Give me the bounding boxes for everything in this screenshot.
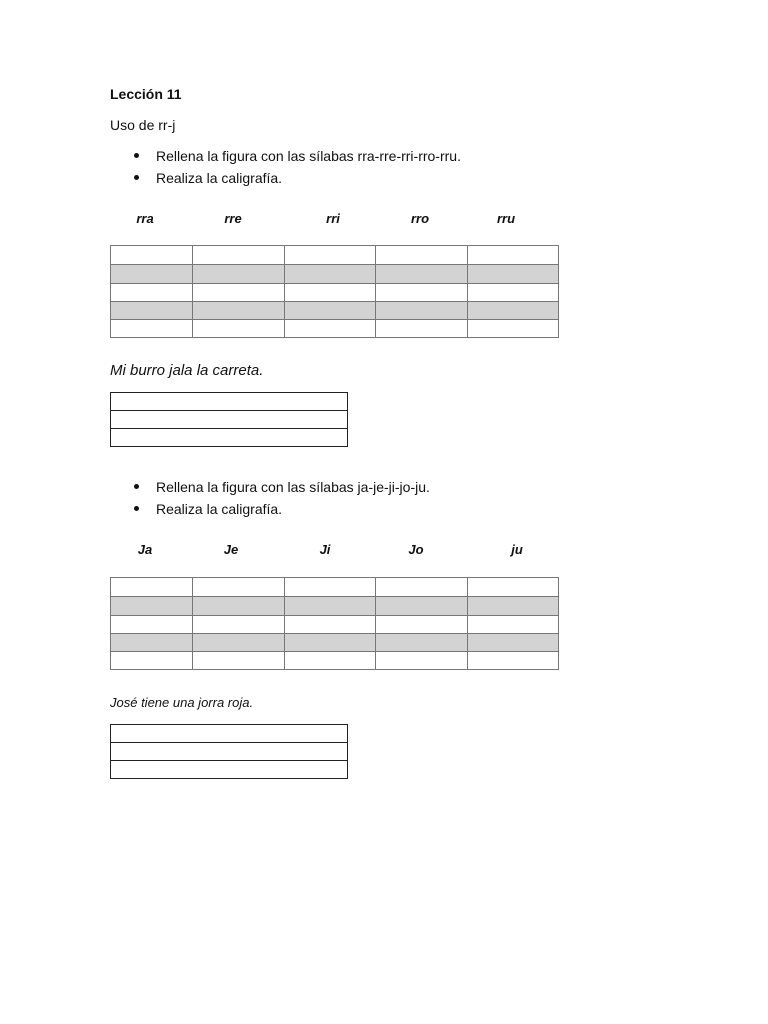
grid-cell[interactable]	[111, 578, 193, 597]
grid-cell[interactable]	[111, 634, 193, 652]
grid-row	[111, 302, 559, 320]
syllable-label: rru	[496, 211, 516, 226]
grid-cell[interactable]	[376, 302, 468, 320]
grid-cell[interactable]	[285, 634, 376, 652]
instruction-item: Realiza la caligrafía.	[130, 167, 461, 189]
handwriting-line	[111, 761, 348, 779]
grid-row	[111, 284, 559, 302]
instruction-item: Rellena la figura con las sílabas ja-je-ji-jo-ju.	[130, 476, 430, 498]
lesson-subtitle: Uso de rr-j	[110, 117, 176, 133]
instructions-list-2	[130, 476, 430, 520]
grid-cell[interactable]	[193, 320, 285, 338]
grid-cell[interactable]	[285, 616, 376, 634]
grid-cell[interactable]	[285, 246, 376, 265]
grid-cell[interactable]	[111, 616, 193, 634]
instruction-item: Rellena la figura con las sílabas rra-rre-rri-rro-rru.	[130, 145, 461, 167]
grid-row	[111, 616, 559, 634]
writing-space[interactable]	[111, 725, 348, 743]
grid-row	[111, 265, 559, 284]
grid-cell[interactable]	[111, 597, 193, 616]
grid-row	[111, 652, 559, 670]
syllable-label: rri	[326, 211, 340, 226]
syllable-label: rra	[136, 211, 154, 226]
grid-cell[interactable]	[285, 320, 376, 338]
lesson-title: Lección 11	[110, 86, 182, 102]
grid-cell[interactable]	[111, 284, 193, 302]
grid-cell[interactable]	[193, 578, 285, 597]
grid-cell[interactable]	[468, 634, 559, 652]
grid-cell[interactable]	[285, 265, 376, 284]
grid-cell[interactable]	[193, 265, 285, 284]
model-sentence-1: Mi burro jala la carreta.	[110, 362, 264, 379]
grid-cell[interactable]	[193, 284, 285, 302]
grid-cell[interactable]	[468, 597, 559, 616]
grid-cell[interactable]	[376, 634, 468, 652]
handwriting-line	[111, 411, 348, 429]
syllable-fill-grid-1	[110, 245, 559, 338]
instructions-list-1	[130, 145, 461, 189]
grid-cell[interactable]	[285, 652, 376, 670]
grid-cell[interactable]	[111, 320, 193, 338]
grid-cell[interactable]	[468, 265, 559, 284]
grid-cell[interactable]	[376, 616, 468, 634]
grid-cell[interactable]	[468, 652, 559, 670]
grid-cell[interactable]	[376, 597, 468, 616]
grid-cell[interactable]	[193, 302, 285, 320]
grid-cell[interactable]	[111, 302, 193, 320]
syllable-label: Je	[223, 542, 239, 557]
grid-cell[interactable]	[193, 634, 285, 652]
grid-cell[interactable]	[193, 246, 285, 265]
grid-cell[interactable]	[193, 597, 285, 616]
handwriting-line	[111, 743, 348, 761]
syllable-fill-grid-2	[110, 577, 559, 670]
handwriting-lines-1	[110, 392, 348, 447]
grid-cell[interactable]	[376, 320, 468, 338]
syllable-label: rro	[410, 211, 430, 226]
model-sentence-2: José tiene una jorra roja.	[110, 695, 254, 710]
grid-cell[interactable]	[468, 246, 559, 265]
grid-cell[interactable]	[285, 597, 376, 616]
handwriting-line	[111, 725, 348, 743]
syllable-label: Jo	[408, 542, 424, 557]
syllable-label: Ji	[319, 542, 331, 557]
writing-space[interactable]	[111, 743, 348, 761]
grid-cell[interactable]	[376, 265, 468, 284]
grid-cell[interactable]	[468, 578, 559, 597]
grid-cell[interactable]	[376, 246, 468, 265]
grid-cell[interactable]	[376, 652, 468, 670]
grid-row	[111, 634, 559, 652]
grid-cell[interactable]	[193, 616, 285, 634]
syllable-label: rre	[224, 211, 242, 226]
grid-cell[interactable]	[285, 302, 376, 320]
writing-space[interactable]	[111, 411, 348, 429]
handwriting-line	[111, 393, 348, 411]
instruction-item: Realiza la caligrafía.	[130, 498, 430, 520]
writing-space[interactable]	[111, 761, 348, 779]
syllable-label: ju	[511, 542, 523, 557]
grid-row	[111, 246, 559, 265]
grid-cell[interactable]	[468, 284, 559, 302]
grid-row	[111, 578, 559, 597]
grid-cell[interactable]	[376, 284, 468, 302]
grid-cell[interactable]	[111, 652, 193, 670]
grid-cell[interactable]	[111, 246, 193, 265]
grid-cell[interactable]	[468, 320, 559, 338]
grid-cell[interactable]	[193, 652, 285, 670]
grid-row	[111, 320, 559, 338]
grid-cell[interactable]	[468, 302, 559, 320]
grid-cell[interactable]	[468, 616, 559, 634]
grid-cell[interactable]	[111, 265, 193, 284]
handwriting-line	[111, 429, 348, 447]
writing-space[interactable]	[111, 393, 348, 411]
handwriting-lines-2	[110, 724, 348, 779]
writing-space[interactable]	[111, 429, 348, 447]
grid-row	[111, 597, 559, 616]
grid-cell[interactable]	[376, 578, 468, 597]
grid-cell[interactable]	[285, 284, 376, 302]
syllable-label: Ja	[137, 542, 153, 557]
grid-cell[interactable]	[285, 578, 376, 597]
